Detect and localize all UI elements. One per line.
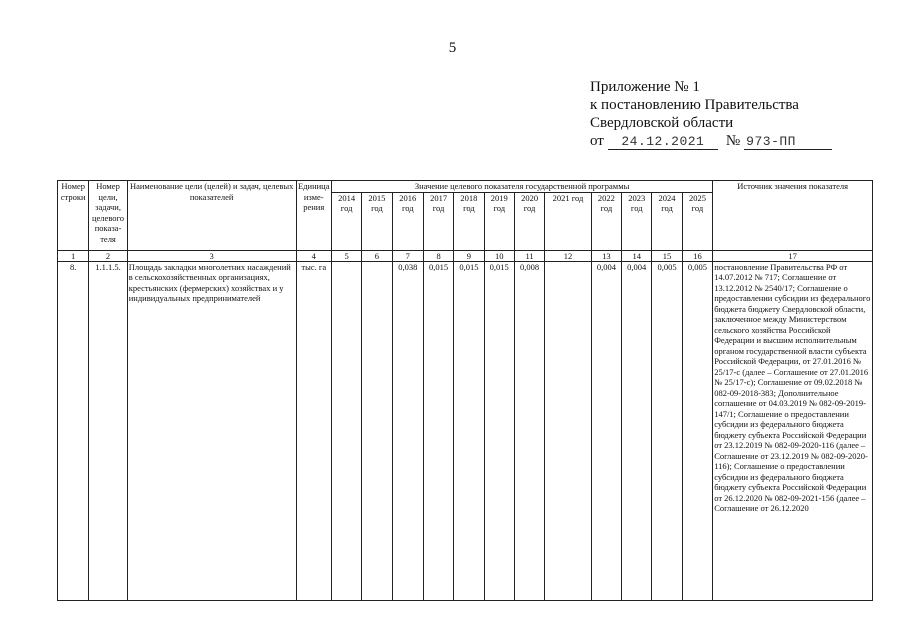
appendix-header xyxy=(590,78,890,150)
page-number: 5 xyxy=(448,40,457,56)
header-unit: Единица изме-рения xyxy=(296,181,331,251)
cell-value-2015 xyxy=(362,261,392,600)
cell-value-2022: 0,004 xyxy=(591,261,621,600)
appendix-region-line: Свердловской области xyxy=(590,115,734,131)
cell-value-2014 xyxy=(331,261,361,600)
column-numbers-row xyxy=(58,250,873,261)
header-name: Наименование цели (целей) и задач, целевых показателей xyxy=(127,181,296,251)
header-values-group: Значение целевого показателя государственной программы xyxy=(331,181,712,193)
cell-value-2019: 0,015 xyxy=(484,261,514,600)
cell-source: постановление Правительства РФ от 14.07.2012 № 717; Соглашение от 13.12.2012 № 2540/17; Соглашение о предоставлении субсидии из федерального бюджета бюджету Свердловской области, заключенное между Министерством сельского хозяйства Российской Федерации и высшим исполнительным органом государственной власти субъекта Российской Федерации, от 27.01.2016 № 25/17-с (далее – Соглашение от 27.01.2016 № 25/17-с); Соглашение от 09.02.2018 № 082-09-2018-383; Дополнительное соглашение от 04.03.2019 № 082-09-2019-147/1; Соглашение о предоставлении субсидии из федерального бюджета бюджету субъекта Российской Федерации от 23.12.2019 № 082-09-2020-116 (далее – Соглашение от 23.12.2019 № 082-09-2020-116); Соглашение о предоставлении субсидии из федерального бюджета бюджету субъекта Российской Федерации от 26.12.2020 № 082-09-2021-156 (далее – Соглашение от 26.12.2020 xyxy=(713,261,873,600)
column-number: 14 xyxy=(622,250,652,261)
appendix-date-line xyxy=(590,132,890,150)
column-number: 1 xyxy=(58,250,89,261)
header-year: 2023 год xyxy=(622,192,652,250)
appendix-title: Приложение № 1 xyxy=(590,79,700,95)
column-number: 10 xyxy=(484,250,514,261)
column-number: 16 xyxy=(682,250,712,261)
column-number: 17 xyxy=(713,250,873,261)
header-year: 2022 год xyxy=(591,192,621,250)
header-year: 2018 год xyxy=(454,192,484,250)
column-number: 5 xyxy=(331,250,361,261)
cell-value-2024: 0,005 xyxy=(652,261,682,600)
cell-value-2017: 0,015 xyxy=(423,261,453,600)
header-year: 2020 год xyxy=(514,192,544,250)
cell-value-2025: 0,005 xyxy=(682,261,712,600)
appendix-decree-line: к постановлению Правительства xyxy=(590,97,799,113)
header-year: 2017 год xyxy=(423,192,453,250)
column-number: 4 xyxy=(296,250,331,261)
column-number: 8 xyxy=(423,250,453,261)
column-number: 15 xyxy=(652,250,682,261)
cell-indicator-name: Площадь закладки многолетних насаждений в сельскохозяйственных организациях, крестьянских (фермерских) хозяйствах и у индивидуальных предпринимателей xyxy=(127,261,296,600)
column-number: 2 xyxy=(89,250,127,261)
header-year: 2025 год xyxy=(682,192,712,250)
column-number: 13 xyxy=(591,250,621,261)
column-number: 12 xyxy=(545,250,592,261)
column-number: 3 xyxy=(127,250,296,261)
header-row-number: Номер строки xyxy=(58,181,89,251)
cell-value-2016: 0,038 xyxy=(392,261,423,600)
cell-unit: тыс. га xyxy=(296,261,331,600)
cell-goal-number: 1.1.1.5. xyxy=(89,261,127,600)
header-year: 2024 год xyxy=(652,192,682,250)
header-year: 2015 год xyxy=(362,192,392,250)
column-number: 6 xyxy=(362,250,392,261)
number-prefix: № xyxy=(725,133,741,149)
decree-date: 24.12.2021 xyxy=(608,134,718,150)
decree-number: 973-ПП xyxy=(744,134,832,150)
cell-value-2018: 0,015 xyxy=(454,261,484,600)
header-row-top xyxy=(58,181,873,193)
column-number: 11 xyxy=(514,250,544,261)
header-year: 2021 год xyxy=(545,192,592,250)
cell-row-number: 8. xyxy=(58,261,89,600)
header-year: 2016 год xyxy=(392,192,423,250)
header-goal-number: Номер цели, задачи, целевого показа-теля xyxy=(89,181,127,251)
date-prefix: от xyxy=(590,133,604,149)
header-year: 2014 год xyxy=(331,192,361,250)
column-number: 7 xyxy=(392,250,423,261)
cell-value-2021 xyxy=(545,261,592,600)
header-year: 2019 год xyxy=(484,192,514,250)
cell-value-2023: 0,004 xyxy=(622,261,652,600)
table-row xyxy=(58,261,873,600)
header-source: Источник значения показателя xyxy=(713,181,873,251)
indicators-table xyxy=(57,180,873,601)
column-number: 9 xyxy=(454,250,484,261)
cell-value-2020: 0,008 xyxy=(514,261,544,600)
